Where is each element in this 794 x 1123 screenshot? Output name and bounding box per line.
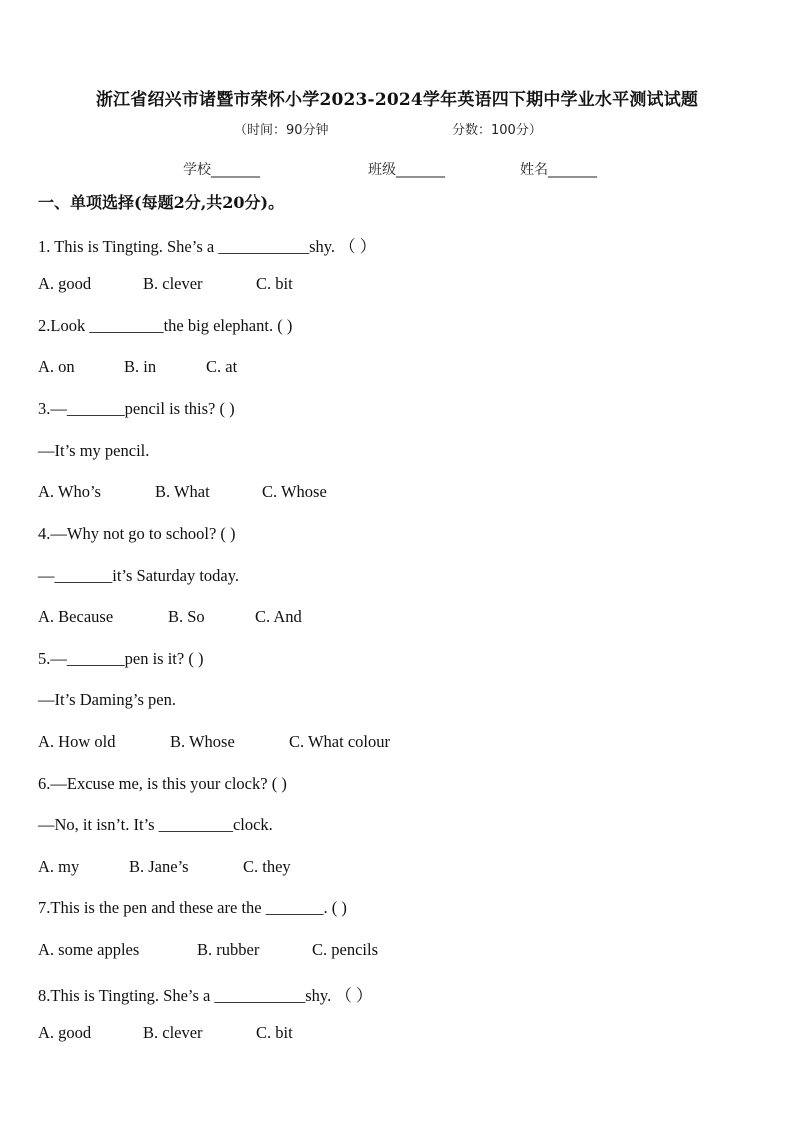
q4-option-a: A. Because: [38, 607, 114, 626]
question-4: 4.—Why not go to school? ( ): [38, 524, 236, 543]
q2-option-a: A. on: [38, 357, 75, 376]
question-4-reply: —_______it’s Saturday today.: [38, 566, 240, 585]
exam-time: （时间：90分钟: [234, 123, 329, 138]
question-5-reply: —It’s Daming’s pen.: [38, 690, 176, 709]
q5-option-a: A. How old: [38, 732, 116, 751]
q7-option-c: C. pencils: [312, 940, 378, 959]
q8-option-b: B. clever: [143, 1023, 203, 1042]
q7-option-a: A. some apples: [38, 940, 140, 959]
q1-option-a: A. good: [38, 274, 92, 293]
question-8: 8.This is Tingting. She’s a ___________shy. （ ）: [38, 986, 373, 1005]
question-5: 5.—_______pen is it? ( ): [38, 649, 204, 668]
class-field: 班级_______: [368, 162, 445, 178]
question-7: 7.This is the pen and these are the _______. ( ): [38, 898, 347, 917]
exam-score: 分数：100分）: [452, 123, 542, 138]
q3-option-b: B. What: [155, 482, 210, 501]
q2-option-b: B. in: [124, 357, 157, 376]
question-3-reply: —It’s my pencil.: [38, 441, 150, 460]
q2-option-c: C. at: [206, 357, 238, 376]
q4-option-c: C. And: [255, 607, 302, 626]
q4-option-b: B. So: [168, 607, 205, 626]
q8-option-a: A. good: [38, 1023, 92, 1042]
question-1: 1. This is Tingting. She’s a ___________shy. （ ）: [38, 237, 377, 256]
q3-option-c: C. Whose: [262, 482, 327, 501]
q1-option-b: B. clever: [143, 274, 203, 293]
question-2: 2.Look _________the big elephant. ( ): [38, 316, 293, 335]
q7-option-b: B. rubber: [197, 940, 260, 959]
q3-option-a: A. Who’s: [38, 482, 101, 501]
question-6: 6.—Excuse me, is this your clock? ( ): [38, 774, 287, 793]
q1-option-c: C. bit: [256, 274, 293, 293]
q5-option-c: C. What colour: [289, 732, 390, 751]
question-6-reply: —No, it isn’t. It’s _________clock.: [38, 815, 273, 834]
school-field: 学校_______: [183, 162, 260, 178]
q6-option-b: B. Jane’s: [129, 857, 189, 876]
name-field: 姓名_______: [520, 162, 597, 178]
q6-option-c: C. they: [243, 857, 291, 876]
section-heading: 一、单项选择(每题2分,共20分)。: [38, 193, 285, 212]
q6-option-a: A. my: [38, 857, 80, 876]
page-title: 浙江省绍兴市诸暨市荣怀小学2023-2024学年英语四下期中学业水平测试试题: [95, 90, 699, 110]
question-3: 3.—_______pencil is this? ( ): [38, 399, 235, 418]
q8-option-c: C. bit: [256, 1023, 293, 1042]
q5-option-b: B. Whose: [170, 732, 235, 751]
